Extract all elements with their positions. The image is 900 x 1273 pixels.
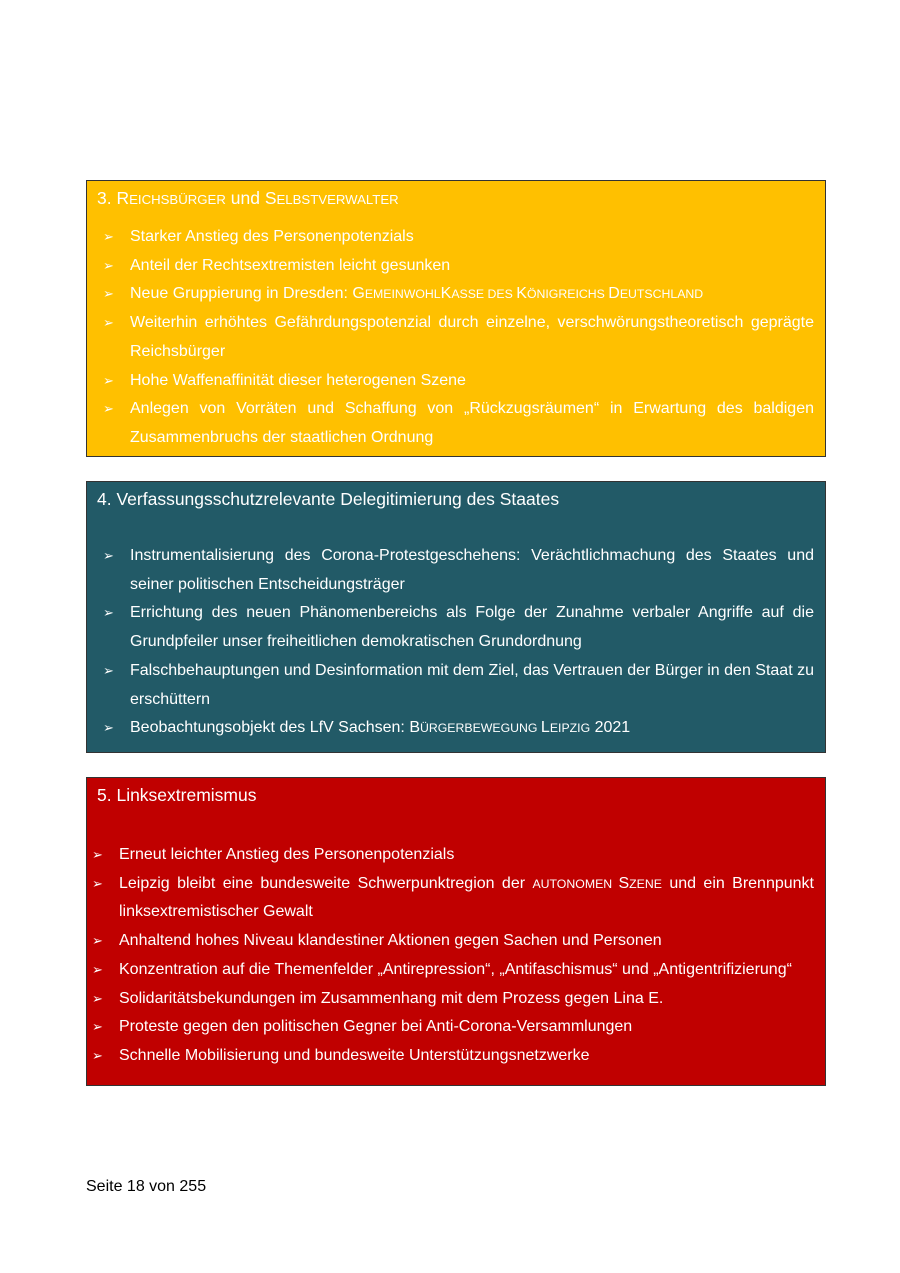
bullet-list (103, 223, 814, 453)
section-delegitimierung (86, 481, 826, 753)
arrow-bullet-icon: ➢ (92, 847, 103, 862)
list-item: ➢ Errichtung des neuen Phänomenbereichs als Folge der Zunahme verbaler Angriffe auf die Grundpfeiler unser freiheitlichen demokratischen Grundordnung (130, 599, 814, 656)
list-item: ➢ Anhaltend hohes Niveau klandestiner Aktionen gegen Sachen und Personen (119, 927, 814, 956)
arrow-bullet-icon: ➢ (103, 257, 114, 273)
list-item: ➢ Falschbehauptungen und Desinformation mit dem Ziel, das Vertrauen der Bürger in den Staat zu erschüttern (130, 657, 814, 714)
arrow-bullet-icon: ➢ (103, 315, 114, 331)
arrow-bullet-icon: ➢ (92, 1047, 103, 1063)
arrow-bullet-icon: ➢ (92, 875, 103, 891)
list-item: ➢ Starker Anstieg des Personenpotenzials (130, 223, 814, 252)
page-number: Seite 18 von 255 (86, 1178, 207, 1195)
list-item: ➢ Beobachtungsobjekt des LfV Sachsen: BÜRGERBEWEGUNG LEIPZIG 2021 (130, 714, 814, 743)
section-reichsbuerger (86, 180, 826, 457)
list-item: ➢ Proteste gegen den politischen Gegner bei Anti-Corona-Versammlungen (119, 1013, 814, 1042)
section-title: 4. Verfassungsschutzrelevante Delegitimierung des Staates (97, 489, 560, 509)
list-item: ➢ Hohe Waffenaffinität dieser heterogenen Szene (130, 367, 814, 396)
list-item: ➢ Neue Gruppierung in Dresden: GEMEINWOHLKASSE DES KÖNIGREICHS DEUTSCHLAND (130, 280, 814, 309)
arrow-bullet-icon: ➢ (103, 229, 114, 244)
list-item: ➢ Weiterhin erhöhtes Gefährdungspotenzial durch einzelne, verschwörungstheoretisch geprägte Reichsbürger (130, 309, 814, 366)
arrow-bullet-icon: ➢ (103, 662, 114, 678)
section-title: 5. Linksextremismus (97, 785, 257, 805)
list-item: ➢ Solidaritätsbekundungen im Zusammenhang mit dem Prozess gegen Lina E. (119, 985, 814, 1014)
arrow-bullet-icon: ➢ (103, 720, 114, 736)
section-title: 3. REICHSBÜRGER und SELBSTVERWALTER (97, 188, 399, 208)
list-item: ➢ Leipzig bleibt eine bundesweite Schwerpunktregion der AUTONOMEN SZENE und ein Brennpunkt linksextremistischer Gewalt (119, 870, 814, 927)
bullet-list (103, 542, 814, 743)
arrow-bullet-icon: ➢ (92, 933, 103, 949)
arrow-bullet-icon: ➢ (92, 990, 103, 1006)
bullet-list (92, 841, 814, 1071)
list-item: ➢ Erneut leichter Anstieg des Personenpotenzials (119, 841, 814, 870)
arrow-bullet-icon: ➢ (103, 401, 114, 417)
list-item: ➢ Instrumentalisierung des Corona-Protestgeschehens: Verächtlichmachung des Staates und seiner politischen Entscheidungsträger (130, 542, 814, 599)
arrow-bullet-icon: ➢ (103, 372, 114, 388)
arrow-bullet-icon: ➢ (103, 605, 114, 621)
list-item: ➢ Konzentration auf die Themenfelder „Antirepression“, „Antifaschismus“ und „Antigentrifizierung“ (119, 956, 814, 985)
list-item: ➢ Anteil der Rechtsextremisten leicht gesunken (130, 252, 814, 281)
arrow-bullet-icon: ➢ (103, 548, 114, 563)
section-linksextremismus (86, 777, 826, 1086)
arrow-bullet-icon: ➢ (92, 961, 103, 977)
arrow-bullet-icon: ➢ (103, 286, 114, 302)
arrow-bullet-icon: ➢ (92, 1019, 103, 1035)
list-item: ➢ Schnelle Mobilisierung und bundesweite Unterstützungsnetzwerke (119, 1042, 814, 1071)
list-item: ➢ Anlegen von Vorräten und Schaffung von „Rückzugsräumen“ in Erwartung des baldigen Zusammenbruchs der staatlichen Ordnung (130, 395, 814, 452)
